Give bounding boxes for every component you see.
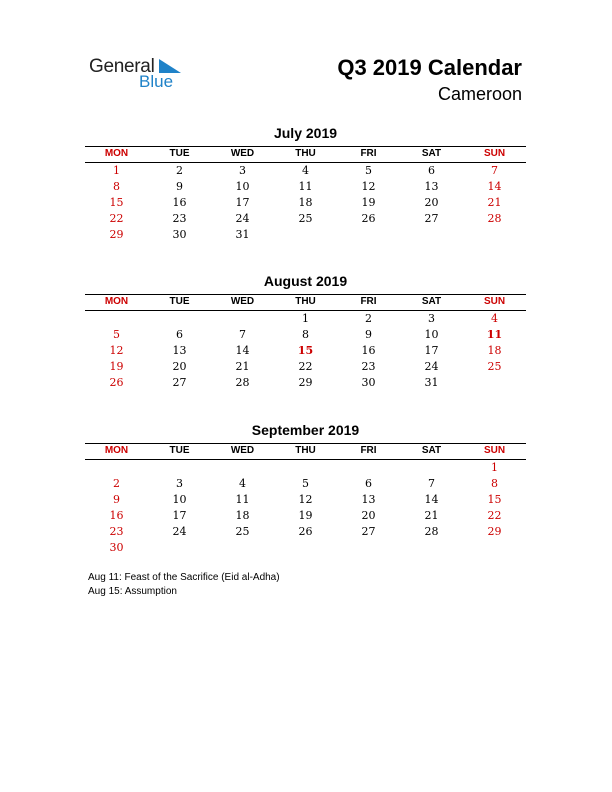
page-subtitle: Cameroon — [437, 84, 522, 104]
day-cell: 18 — [235, 509, 250, 522]
day-cell — [211, 460, 274, 476]
day-cell: 7 — [428, 477, 435, 490]
weekday-label: SAT — [421, 296, 442, 307]
holiday-note: Aug 11: Feast of the Sacrifice (Eid al-Adha) — [88, 572, 280, 583]
week-row — [85, 179, 526, 195]
logo-word-general: General — [89, 56, 155, 77]
day-cell: 14 — [235, 344, 250, 357]
day-cell: 25 — [235, 525, 250, 538]
day-cell — [463, 227, 526, 243]
day-cell: 3 — [428, 312, 435, 325]
holiday-notes — [88, 571, 280, 599]
week-row — [85, 227, 526, 243]
day-cell: 10 — [424, 328, 439, 341]
day-cell: 22 — [487, 509, 502, 522]
day-cell: 10 — [235, 180, 250, 193]
day-cell: 19 — [361, 196, 376, 209]
weekday-label: TUE — [169, 296, 190, 307]
day-cell: 29 — [487, 525, 502, 538]
day-cell: 7 — [239, 328, 246, 341]
day-cell: 3 — [176, 477, 183, 490]
day-cell — [337, 540, 400, 556]
day-cell: 26 — [361, 212, 376, 225]
month-block — [85, 422, 526, 556]
day-cell: 24 — [235, 212, 250, 225]
day-cell — [400, 227, 463, 243]
day-cell: 17 — [172, 509, 187, 522]
day-cell: 12 — [109, 344, 124, 357]
weekday-label: WED — [230, 445, 255, 456]
day-cell — [274, 227, 337, 243]
weekday-label: SAT — [421, 148, 442, 159]
weekday-header-row — [85, 294, 526, 311]
weekday-label: SUN — [483, 296, 506, 307]
month-title: July 2019 — [273, 125, 338, 141]
day-cell: 19 — [109, 360, 124, 373]
weekday-label: FRI — [360, 296, 377, 307]
day-cell: 4 — [302, 164, 309, 177]
week-row — [85, 492, 526, 508]
week-row — [85, 359, 526, 375]
weekday-label: THU — [295, 296, 316, 307]
week-row — [85, 508, 526, 524]
weekday-label: MON — [104, 445, 129, 456]
day-cell: 14 — [487, 180, 502, 193]
weekday-label: SUN — [483, 445, 506, 456]
day-cell: 20 — [361, 509, 376, 522]
day-cell: 13 — [361, 493, 376, 506]
day-cell: 22 — [298, 360, 313, 373]
day-cell — [85, 460, 148, 476]
day-cell: 25 — [298, 212, 313, 225]
day-cell: 23 — [172, 212, 187, 225]
day-cell: 18 — [487, 344, 502, 357]
day-cell: 2 — [176, 164, 183, 177]
day-cell: 12 — [298, 493, 313, 506]
day-cell: 5 — [302, 477, 309, 490]
day-cell — [148, 311, 211, 327]
day-cell — [463, 375, 526, 391]
weekday-header-row — [85, 443, 526, 460]
weekday-label: SAT — [421, 445, 442, 456]
day-cell: 4 — [491, 312, 498, 325]
day-cell: 31 — [424, 376, 439, 389]
day-cell: 2 — [113, 477, 120, 490]
day-cell: 5 — [113, 328, 120, 341]
day-cell: 22 — [109, 212, 124, 225]
day-cell: 11 — [235, 493, 250, 506]
day-cell: 14 — [424, 493, 439, 506]
day-cell: 23 — [109, 525, 124, 538]
holiday-day-cell: 11 — [486, 328, 503, 341]
day-cell: 17 — [424, 344, 439, 357]
weekday-label: MON — [104, 296, 129, 307]
day-cell — [400, 540, 463, 556]
day-cell: 21 — [235, 360, 250, 373]
week-row — [85, 460, 526, 476]
day-cell: 30 — [172, 228, 187, 241]
day-cell: 6 — [176, 328, 183, 341]
weekday-label: FRI — [360, 148, 377, 159]
day-cell: 16 — [361, 344, 376, 357]
weekday-label: TUE — [169, 445, 190, 456]
day-cell — [400, 460, 463, 476]
day-cell: 28 — [487, 212, 502, 225]
day-cell: 13 — [172, 344, 187, 357]
day-cell: 6 — [428, 164, 435, 177]
day-cell: 26 — [109, 376, 124, 389]
day-cell: 8 — [302, 328, 309, 341]
day-cell: 8 — [113, 180, 120, 193]
day-cell: 28 — [235, 376, 250, 389]
day-cell: 27 — [361, 525, 376, 538]
day-cell: 18 — [298, 196, 313, 209]
day-cell — [463, 540, 526, 556]
week-row — [85, 311, 526, 327]
week-row — [85, 540, 526, 556]
page-title: Q3 2019 Calendar — [337, 55, 522, 80]
day-cell: 24 — [172, 525, 187, 538]
day-cell: 16 — [172, 196, 187, 209]
day-cell — [211, 540, 274, 556]
week-row — [85, 163, 526, 179]
day-cell — [274, 460, 337, 476]
holiday-day-cell: 15 — [297, 344, 314, 357]
weekday-label: TUE — [169, 148, 190, 159]
day-cell: 24 — [424, 360, 439, 373]
month-title: September 2019 — [251, 422, 360, 438]
holiday-note: Aug 15: Assumption — [88, 586, 177, 597]
day-cell: 29 — [109, 228, 124, 241]
day-cell — [274, 540, 337, 556]
day-cell: 27 — [424, 212, 439, 225]
day-cell: 16 — [109, 509, 124, 522]
day-cell: 3 — [239, 164, 246, 177]
day-cell — [148, 540, 211, 556]
weekday-label: WED — [230, 296, 255, 307]
generalblue-logo — [89, 56, 199, 96]
week-row — [85, 343, 526, 359]
day-cell: 26 — [298, 525, 313, 538]
day-cell: 30 — [109, 541, 124, 554]
day-cell: 21 — [487, 196, 502, 209]
day-cell: 10 — [172, 493, 187, 506]
day-cell: 1 — [113, 164, 120, 177]
logo-word-blue: Blue — [139, 72, 174, 91]
weekday-label: MON — [104, 148, 129, 159]
day-cell: 7 — [491, 164, 498, 177]
day-cell: 15 — [109, 196, 124, 209]
day-cell: 28 — [424, 525, 439, 538]
day-cell: 2 — [365, 312, 372, 325]
day-cell: 31 — [235, 228, 250, 241]
day-cell: 9 — [365, 328, 372, 341]
week-row — [85, 375, 526, 391]
day-cell: 11 — [298, 180, 313, 193]
day-cell — [211, 311, 274, 327]
week-row — [85, 476, 526, 492]
weekday-label: SUN — [483, 148, 506, 159]
day-cell: 12 — [361, 180, 376, 193]
day-cell: 20 — [424, 196, 439, 209]
day-cell: 19 — [298, 509, 313, 522]
day-cell: 5 — [365, 164, 372, 177]
logo-flag-icon — [159, 59, 181, 73]
day-cell: 1 — [491, 461, 498, 474]
weekday-label: WED — [230, 148, 255, 159]
day-cell: 30 — [361, 376, 376, 389]
week-row — [85, 327, 526, 343]
month-title: August 2019 — [263, 273, 348, 289]
weekday-label: FRI — [360, 445, 377, 456]
day-cell: 20 — [172, 360, 187, 373]
month-block — [85, 273, 526, 391]
day-cell — [337, 227, 400, 243]
day-cell — [85, 311, 148, 327]
week-row — [85, 524, 526, 540]
day-cell: 29 — [298, 376, 313, 389]
day-cell: 27 — [172, 376, 187, 389]
day-cell — [148, 460, 211, 476]
month-block — [85, 125, 526, 243]
weekday-label: THU — [295, 148, 316, 159]
week-row — [85, 211, 526, 227]
week-row — [85, 195, 526, 211]
day-cell: 17 — [235, 196, 250, 209]
day-cell: 9 — [176, 180, 183, 193]
day-cell: 21 — [424, 509, 439, 522]
weekday-header-row — [85, 146, 526, 163]
day-cell: 1 — [302, 312, 309, 325]
day-cell: 25 — [487, 360, 502, 373]
day-cell: 6 — [365, 477, 372, 490]
day-cell: 4 — [239, 477, 246, 490]
day-cell — [337, 460, 400, 476]
day-cell: 9 — [113, 493, 120, 506]
day-cell: 23 — [361, 360, 376, 373]
day-cell: 13 — [424, 180, 439, 193]
day-cell: 8 — [491, 477, 498, 490]
day-cell: 15 — [487, 493, 502, 506]
weekday-label: THU — [295, 445, 316, 456]
